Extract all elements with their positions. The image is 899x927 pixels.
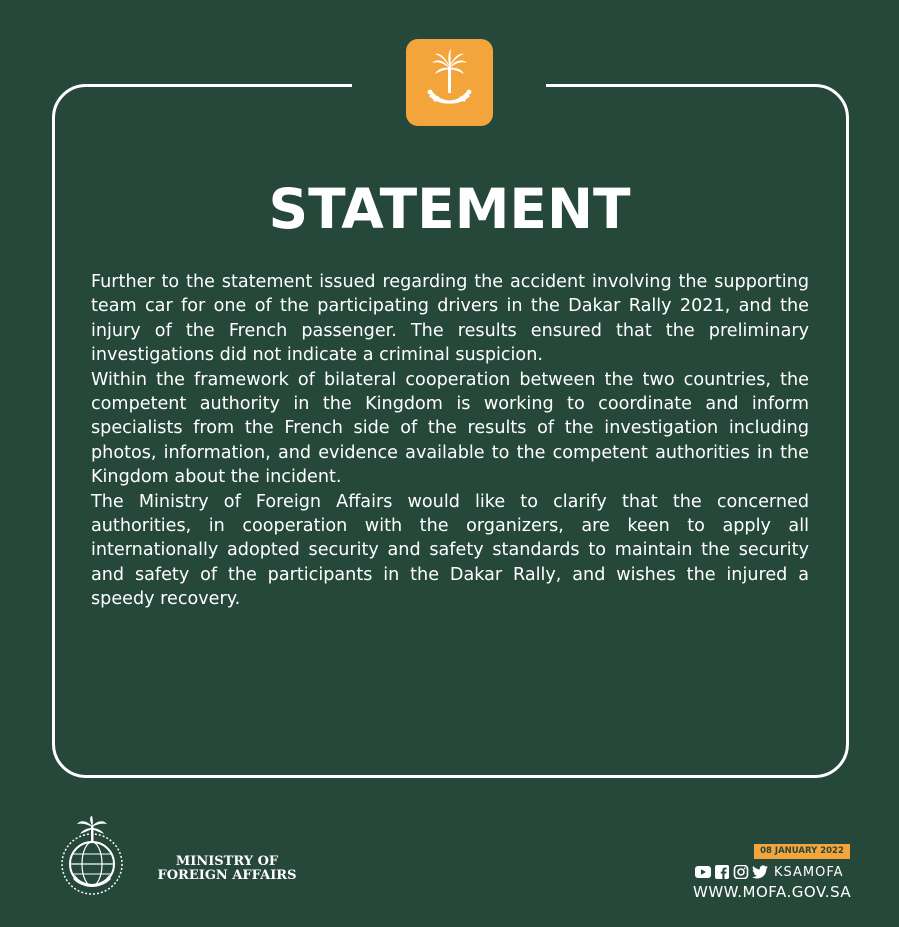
statement-paragraph-1: Further to the statement issued regarding the accident involving the supporting team car for one of the participating drivers in the Dakar Rally 2021, and the injury of the French passenger. The results ensured that the preliminary investigations did not indicate a criminal suspicion. bbox=[91, 272, 809, 366]
ministry-seal-icon bbox=[52, 816, 132, 898]
statement-paragraph-2: Within the framework of bilateral cooperation between the two countries, the competent authority in the Kingdom is working to coordinate and inform specialists from the French side of the results of the investigation including photos, information, and evidence available to the competent authorities in the Kingdom about the incident. bbox=[91, 369, 809, 488]
instagram-icon[interactable] bbox=[733, 865, 749, 879]
statement-title: STATEMENT bbox=[268, 177, 631, 241]
ministry-name-line-1: MINISTRY OF bbox=[175, 854, 279, 869]
youtube-icon[interactable] bbox=[695, 865, 711, 879]
social-handle[interactable]: KSAMOFA bbox=[774, 864, 844, 880]
facebook-icon[interactable] bbox=[714, 865, 730, 879]
website-link[interactable]: WWW.MOFA.GOV.SA bbox=[693, 883, 852, 901]
statement-body bbox=[91, 270, 809, 612]
social-bar bbox=[695, 863, 844, 881]
statement-paragraph-3: The Ministry of Foreign Affairs would like to clarify that the concerned authorities, in cooperation with the organizers, are keen to apply all internationally adopted security and safety standards to maintain the security and safety of the participants in the Dakar Rally, and wishes the injured a speedy recovery. bbox=[91, 491, 809, 610]
ministry-name-line-2: FOREIGN AFFAIRS bbox=[157, 868, 297, 883]
date-badge: 08 JANUARY 2022 bbox=[754, 844, 850, 859]
twitter-icon[interactable] bbox=[752, 865, 768, 879]
palm-swords-emblem-icon bbox=[406, 39, 493, 126]
ministry-name bbox=[152, 855, 302, 883]
